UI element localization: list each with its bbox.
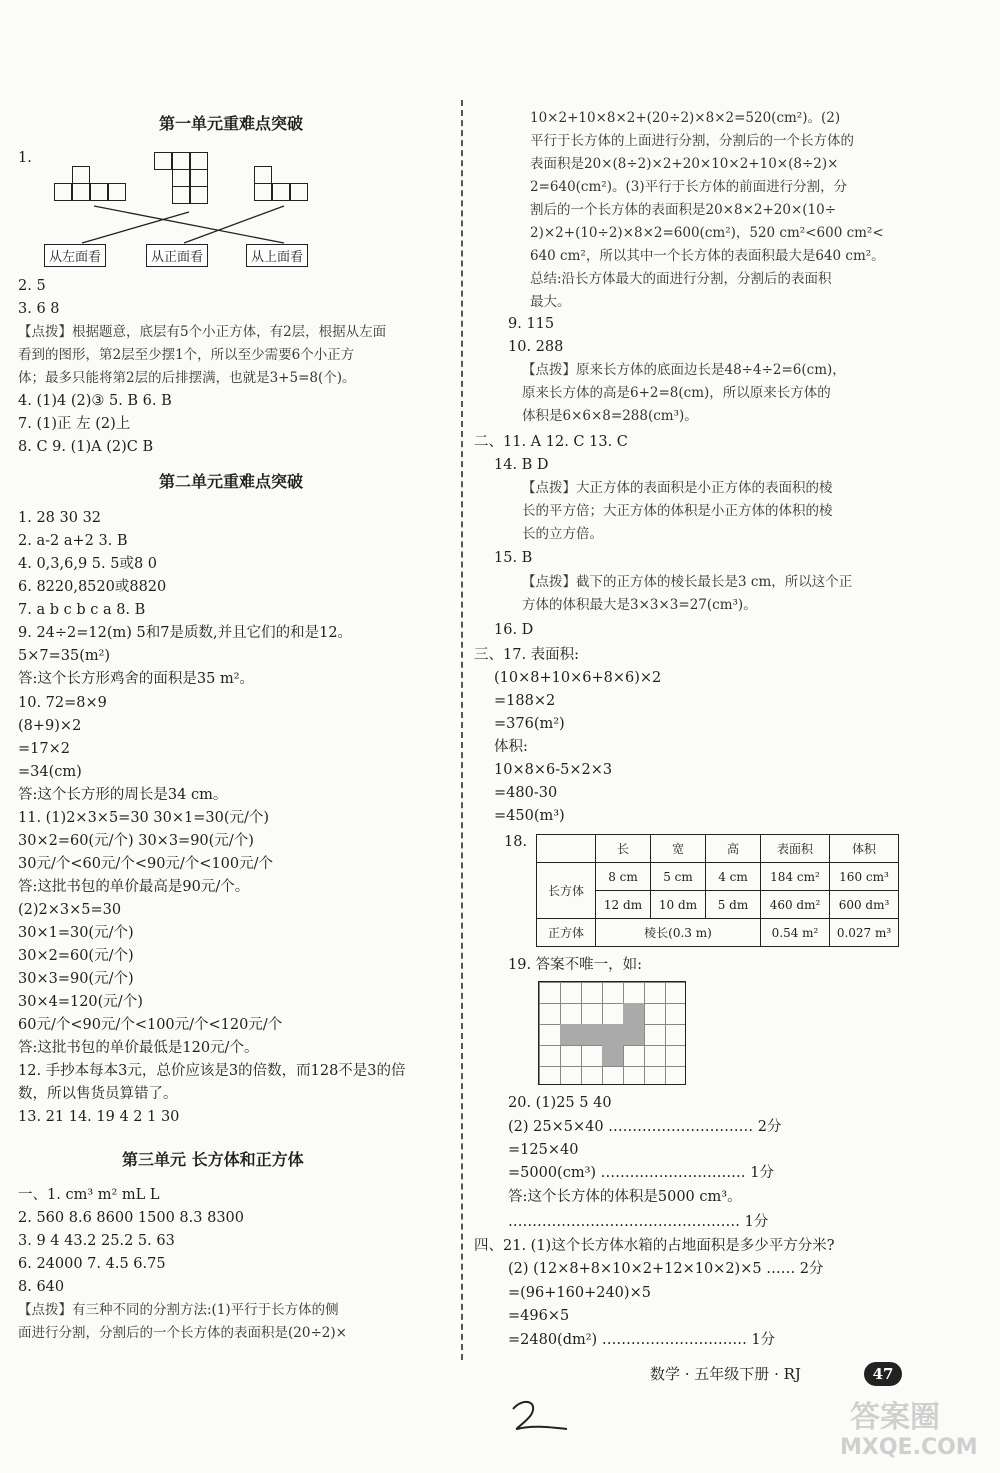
table-cell: 0.027 m³ bbox=[830, 919, 899, 947]
answer-line: 30×1=30(元/个) bbox=[18, 925, 134, 941]
table-cell: 160 cm³ bbox=[830, 863, 899, 891]
hint-line: 【点拨】大正方体的表面积是小正方体的表面积的棱 bbox=[522, 480, 833, 496]
hint-line: 体积是6×6×8=288(cm³)。 bbox=[522, 408, 698, 424]
hint-line: 最大。 bbox=[530, 294, 571, 310]
answer-line: 9. 115 bbox=[508, 316, 555, 332]
answer-line: 10. 288 bbox=[508, 339, 564, 355]
answer-line: 二、11. A 12. C 13. C bbox=[474, 434, 628, 450]
table-header: 表面积 bbox=[761, 835, 830, 863]
view-label-left: 从左面看 bbox=[44, 244, 106, 267]
unit2-title: 第二单元重难点突破 bbox=[159, 472, 304, 491]
answer-line: 5×7=35(m²) bbox=[18, 648, 111, 664]
table-cell: 184 cm² bbox=[761, 863, 830, 891]
answer-line: 60元/个<90元/个<100元/个<120元/个 bbox=[18, 1017, 283, 1033]
answer-line: ………………………………………… 1分 bbox=[508, 1214, 769, 1230]
answer-line: 答:这批书包的单价最低是120元/个。 bbox=[18, 1040, 259, 1056]
answer-line: 30元/个<60元/个<90元/个<100元/个 bbox=[18, 856, 274, 872]
hint-line: 原来长方体的高是6+2=8(cm)，所以原来长方体的 bbox=[522, 385, 831, 401]
answer-line: (2)2×3×5=30 bbox=[18, 902, 122, 918]
answer-line: 3. 9 4 43.2 25.2 5. 63 bbox=[18, 1233, 175, 1249]
hint-line: 2)×2+(10÷2)×8×2=600(cm²)，520 cm²<600 cm²< bbox=[530, 225, 884, 241]
answer-line: 30×2=60(元/个) 30×3=90(元/个) bbox=[18, 833, 254, 849]
answer-line: 10. 72=8×9 bbox=[18, 695, 107, 711]
table-header: 高 bbox=[706, 835, 761, 863]
answer-line: 答:这个长方体的体积是5000 cm³。 bbox=[508, 1189, 742, 1205]
answer-line: 4. (1)4 (2)③ 5. B 6. B bbox=[18, 393, 172, 409]
answer-line: 8. 640 bbox=[18, 1279, 65, 1295]
answer-line: 2. a-2 a+2 3. B bbox=[18, 533, 128, 549]
footer-subject: 数学 · 五年级下册 · RJ bbox=[650, 1365, 801, 1383]
table-cell: 12 dm bbox=[596, 891, 651, 919]
hint-line: 【点拨】截下的正方体的棱长最长是3 cm，所以这个正 bbox=[522, 574, 853, 590]
answer-line: 30×2=60(元/个) bbox=[18, 948, 134, 964]
answer-line: (10×8+10×6+8×6)×2 bbox=[494, 670, 662, 686]
hint-line: 2=640(cm²)。(3)平行于长方体的前面进行分割，分 bbox=[530, 179, 848, 195]
table-cell: 棱长(0.3 m) bbox=[596, 919, 761, 947]
hint-line: 【点拨】原来长方体的底面边长是48÷4÷2=6(cm)， bbox=[522, 362, 846, 378]
table-header: 长 bbox=[596, 835, 651, 863]
answer-line: 30×3=90(元/个) bbox=[18, 971, 134, 987]
table-row-label: 正方体 bbox=[537, 919, 596, 947]
answer-line: 一、1. cm³ m² mL L bbox=[18, 1187, 160, 1203]
table-header bbox=[537, 835, 596, 863]
answer-line: 四、21. (1)这个长方体水箱的占地面积是多少平方分米? bbox=[474, 1238, 835, 1254]
hint-line: 长的平方倍；大正方体的体积是小正方体的体积的棱 bbox=[522, 503, 833, 519]
watermark-brand: 答案圈 bbox=[850, 1400, 940, 1435]
answer-line: 数，所以售货员算错了。 bbox=[18, 1086, 178, 1102]
answer-line: 体积: bbox=[494, 739, 528, 755]
answer-line: 8. C 9. (1)A (2)C B bbox=[18, 439, 154, 455]
answer-line: 1. 28 30 32 bbox=[18, 510, 102, 526]
answer-line: 16. D bbox=[494, 622, 534, 638]
shaded-cells bbox=[623, 1003, 644, 1045]
answer-line: =496×5 bbox=[508, 1308, 570, 1324]
hint-line: 10×2+10×8×2+(20÷2)×8×2=520(cm²)。(2) bbox=[530, 110, 841, 126]
answer-line: 答:这个长方形鸡舍的面积是35 m²。 bbox=[18, 671, 255, 687]
hint-line: 方体的体积最大是3×3×3=27(cm³)。 bbox=[522, 597, 757, 613]
column-divider bbox=[461, 100, 463, 1360]
answer-line: (2) 25×5×40 ………………………… 2分 bbox=[508, 1119, 782, 1135]
answer-line: 20. (1)25 5 40 bbox=[508, 1095, 612, 1111]
hint-line: 体；最多只能将第2层的后排摆满，也就是3+5=8(个)。 bbox=[18, 370, 356, 386]
hint-line: 面进行分割，分割后的一个长方体的表面积是(20÷2)× bbox=[18, 1325, 347, 1341]
answer-line: 9. 24÷2=12(m) 5和7是质数,并且它们的和是12。 bbox=[18, 625, 353, 641]
q18-table bbox=[536, 834, 899, 947]
answer-line: 15. B bbox=[494, 550, 533, 566]
answer-line: 2. 560 8.6 8600 1500 8.3 8300 bbox=[18, 1210, 244, 1226]
answer-line: 7. (1)正 左 (2)上 bbox=[18, 416, 131, 432]
answer-line: 12. 手抄本每本3元，总价应该是3的倍数，而128不是3的倍 bbox=[18, 1063, 406, 1079]
answer-line: =5000(cm³) ………………………… 1分 bbox=[508, 1165, 774, 1181]
answer-line: 11. (1)2×3×5=30 30×1=30(元/个) bbox=[18, 810, 270, 826]
view-label-top: 从上面看 bbox=[246, 244, 308, 267]
hint-line: 640 cm²，所以其中一个长方体的表面积最大是640 cm²。 bbox=[530, 248, 885, 264]
table-row-label: 长方体 bbox=[537, 863, 596, 919]
hint-line: 割后的一个长方体的表面积是20×8×2+20×(10÷ bbox=[530, 202, 837, 218]
view-label-front: 从正面看 bbox=[146, 244, 208, 267]
shaded-cells bbox=[602, 1024, 623, 1066]
answer-line: =(96+160+240)×5 bbox=[508, 1285, 651, 1301]
table-cell: 600 dm³ bbox=[830, 891, 899, 919]
q18-label: 18. bbox=[504, 834, 528, 850]
watermark-site: MXQE.COM bbox=[840, 1435, 978, 1460]
hint-line: 长的立方倍。 bbox=[522, 526, 603, 542]
answer-line: 30×4=120(元/个) bbox=[18, 994, 143, 1010]
unit3-title: 第三单元 长方体和正方体 bbox=[122, 1150, 304, 1169]
table-cell: 460 dm² bbox=[761, 891, 830, 919]
shaded-cells bbox=[560, 1024, 602, 1045]
table-header: 体积 bbox=[830, 835, 899, 863]
q19-grid bbox=[538, 981, 686, 1085]
answer-line: =2480(dm²) ………………………… 1分 bbox=[508, 1332, 776, 1348]
hint-line: 总结:沿长方体最大的面进行分割，分割后的表面积 bbox=[530, 271, 832, 287]
table-cell: 5 cm bbox=[651, 863, 706, 891]
hint-line: 表面积是20×(8÷2)×2+20×10×2+10×(8÷2)× bbox=[530, 156, 839, 172]
table-cell: 4 cm bbox=[706, 863, 761, 891]
answer-line: 10×8×6-5×2×3 bbox=[494, 762, 613, 778]
answer-line: 6. 8220,8520或8820 bbox=[18, 579, 167, 595]
answer-line: (2) (12×8+8×10×2+12×10×2)×5 …… 2分 bbox=[508, 1261, 824, 1277]
answer-line: 答:这个长方形的周长是34 cm。 bbox=[18, 787, 228, 803]
q1-label: 1. bbox=[18, 150, 32, 166]
answer-line: 13. 21 14. 19 4 2 1 30 bbox=[18, 1109, 180, 1125]
answer-line: 2. 5 bbox=[18, 278, 46, 294]
table-cell: 5 dm bbox=[706, 891, 761, 919]
hint-line: 看到的图形，第2层至少摆1个，所以至少需要6个小正方 bbox=[18, 347, 355, 363]
answer-line: 7. a b c b c a 8. B bbox=[18, 602, 146, 618]
handwritten-mark bbox=[505, 1395, 575, 1435]
answer-line: 4. 0,3,6,9 5. 5或8 0 bbox=[18, 556, 158, 572]
answer-line: =34(cm) bbox=[18, 764, 82, 780]
answer-line: =376(m²) bbox=[494, 716, 565, 732]
table-cell: 8 cm bbox=[596, 863, 651, 891]
answer-line: =188×2 bbox=[494, 693, 556, 709]
table-cell: 0.54 m² bbox=[761, 919, 830, 947]
answer-line: =480-30 bbox=[494, 785, 558, 801]
answer-line: =17×2 bbox=[18, 741, 70, 757]
answer-line: =450(m³) bbox=[494, 808, 565, 824]
answer-line: =125×40 bbox=[508, 1142, 579, 1158]
table-header: 宽 bbox=[651, 835, 706, 863]
answer-line: 19. 答案不唯一，如: bbox=[508, 957, 643, 973]
answer-line: 三、17. 表面积: bbox=[474, 647, 580, 663]
hint-line: 【点拨】根据题意，底层有5个小正方体，有2层，根据从左面 bbox=[18, 324, 387, 340]
hint-line: 平行于长方体的上面进行分割，分割后的一个长方体的 bbox=[530, 133, 854, 149]
hint-line: 【点拨】有三种不同的分割方法:(1)平行于长方体的侧 bbox=[18, 1302, 339, 1318]
answer-line: 3. 6 8 bbox=[18, 301, 60, 317]
table-cell: 10 dm bbox=[651, 891, 706, 919]
answer-line: (8+9)×2 bbox=[18, 718, 82, 734]
answer-line: 答:这批书包的单价最高是90元/个。 bbox=[18, 879, 250, 895]
unit1-title: 第一单元重难点突破 bbox=[159, 114, 304, 133]
answer-line: 6. 24000 7. 4.5 6.75 bbox=[18, 1256, 166, 1272]
answer-line: 14. B D bbox=[494, 457, 549, 473]
page-number: 47 bbox=[864, 1362, 902, 1386]
